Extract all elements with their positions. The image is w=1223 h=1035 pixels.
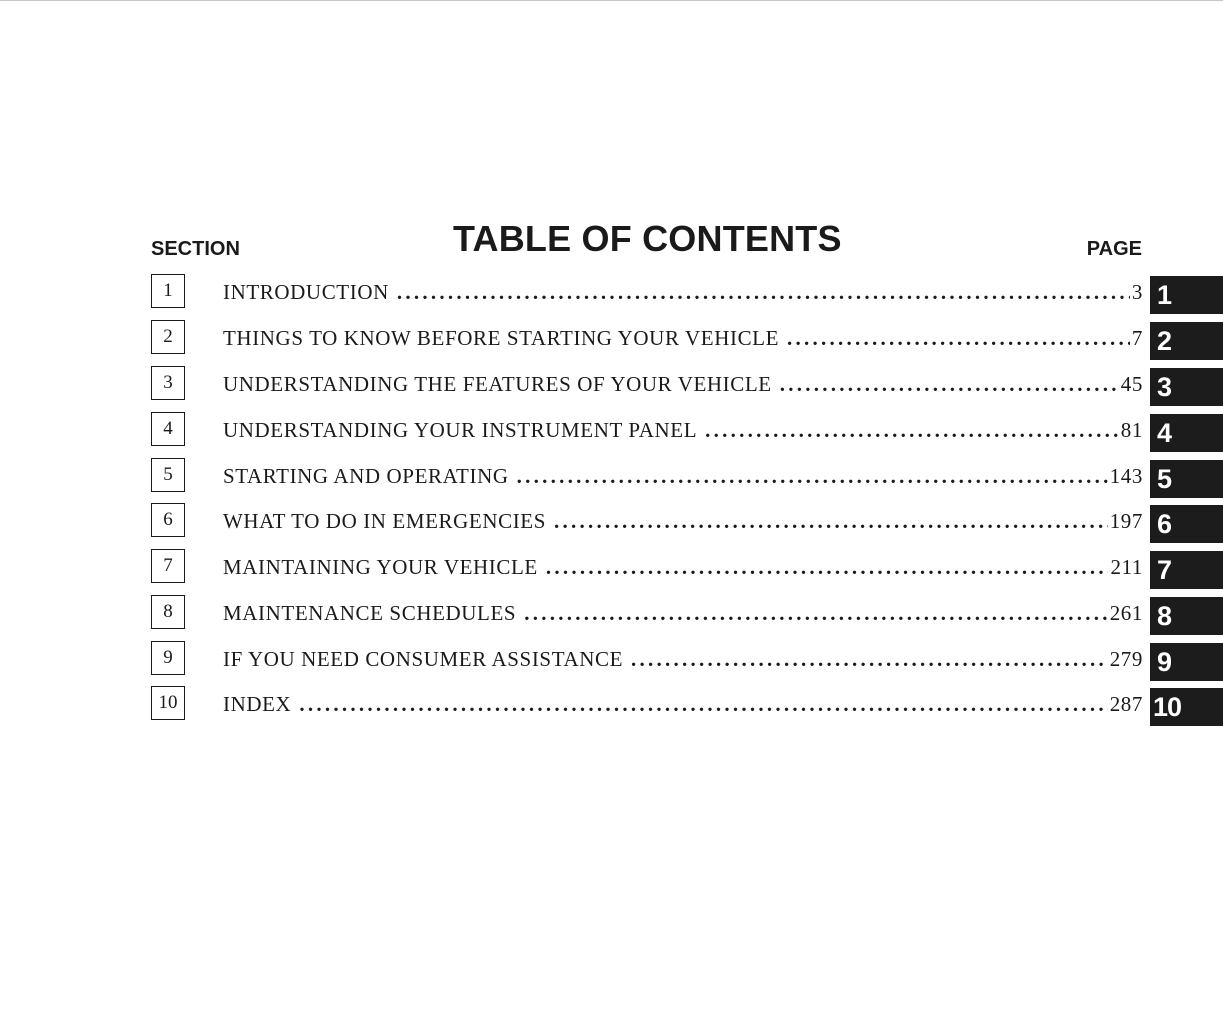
toc-entry-title[interactable]: WHAT TO DO IN EMERGENCIES xyxy=(223,509,546,533)
toc-entry-page[interactable]: 7 xyxy=(1131,326,1143,350)
toc-row-3[interactable] xyxy=(151,366,1223,403)
toc-entry[interactable] xyxy=(223,462,1143,490)
section-number-box: 8 xyxy=(151,595,185,629)
toc-entry-title[interactable]: UNDERSTANDING THE FEATURES OF YOUR VEHICLE xyxy=(223,372,772,396)
toc-entry[interactable] xyxy=(223,553,1143,581)
dot-leader xyxy=(554,507,1108,535)
dot-leader xyxy=(780,370,1119,398)
toc-entry[interactable] xyxy=(223,278,1143,306)
toc-entry[interactable] xyxy=(223,690,1143,718)
toc-entry-page[interactable]: 211 xyxy=(1110,555,1143,579)
page-top-rule xyxy=(0,0,1223,1)
toc-row-6[interactable] xyxy=(151,503,1223,540)
dot-leader xyxy=(299,690,1107,718)
dot-leader xyxy=(397,278,1130,306)
toc-entry-page[interactable]: 81 xyxy=(1120,418,1143,442)
section-number-box: 3 xyxy=(151,366,185,400)
toc-entry[interactable] xyxy=(223,370,1143,398)
section-number-box: 5 xyxy=(151,458,185,492)
section-tab-marker[interactable]: 2 xyxy=(1150,322,1223,360)
toc-row-4[interactable] xyxy=(151,412,1223,449)
dot-leader xyxy=(631,645,1108,673)
toc-entry-page[interactable]: 197 xyxy=(1109,509,1143,533)
section-tab-marker[interactable]: 5 xyxy=(1150,460,1223,498)
toc-entry-page[interactable]: 287 xyxy=(1109,692,1143,716)
section-number-box: 7 xyxy=(151,549,185,583)
toc-row-5[interactable] xyxy=(151,458,1223,495)
toc-entry-page[interactable]: 3 xyxy=(1131,280,1143,304)
toc-row-8[interactable] xyxy=(151,595,1223,632)
section-number-box: 4 xyxy=(151,412,185,446)
section-number-box: 1 xyxy=(151,274,185,308)
dot-leader xyxy=(787,324,1130,352)
toc-entry[interactable] xyxy=(223,645,1143,673)
section-tab-marker[interactable]: 7 xyxy=(1150,551,1223,589)
section-tab-marker[interactable]: 9 xyxy=(1150,643,1223,681)
toc-entry-page[interactable]: 279 xyxy=(1109,647,1143,671)
toc-entry-title[interactable]: UNDERSTANDING YOUR INSTRUMENT PANEL xyxy=(223,418,698,442)
section-tab-marker[interactable]: 10 xyxy=(1150,688,1223,726)
toc-entry-title[interactable]: STARTING AND OPERATING xyxy=(223,464,509,488)
dot-leader xyxy=(546,553,1109,581)
dot-leader xyxy=(705,416,1119,444)
toc-row-9[interactable] xyxy=(151,641,1223,678)
page-column-label: PAGE xyxy=(1086,238,1142,260)
toc-row-7[interactable] xyxy=(151,549,1223,586)
toc-entry-title[interactable]: THINGS TO KNOW BEFORE STARTING YOUR VEHICLE xyxy=(223,326,780,350)
toc-entry[interactable] xyxy=(223,416,1143,444)
section-column-label: SECTION xyxy=(151,238,240,260)
section-number-box: 10 xyxy=(151,686,185,720)
dot-leader xyxy=(524,599,1108,627)
section-tab-marker[interactable]: 6 xyxy=(1150,505,1223,543)
toc-row-1[interactable] xyxy=(151,274,1223,311)
toc-row-2[interactable] xyxy=(151,320,1223,357)
toc-entry-page[interactable]: 143 xyxy=(1109,464,1143,488)
section-tab-marker[interactable]: 3 xyxy=(1150,368,1223,406)
toc-entry-title[interactable]: IF YOU NEED CONSUMER ASSISTANCE xyxy=(223,647,624,671)
toc-entry-title[interactable]: INDEX xyxy=(223,692,292,716)
section-tab-marker[interactable]: 8 xyxy=(1150,597,1223,635)
toc-entry[interactable] xyxy=(223,324,1143,352)
section-number-box: 2 xyxy=(151,320,185,354)
toc-entry[interactable] xyxy=(223,599,1143,627)
toc-entry-title[interactable]: MAINTENANCE SCHEDULES xyxy=(223,601,517,625)
section-number-box: 9 xyxy=(151,641,185,675)
toc-entry-page[interactable]: 261 xyxy=(1109,601,1143,625)
section-tab-marker[interactable]: 1 xyxy=(1150,276,1223,314)
toc-entry-title[interactable]: MAINTAINING YOUR VEHICLE xyxy=(223,555,538,579)
toc-entry-page[interactable]: 45 xyxy=(1120,372,1143,396)
toc-entry-title[interactable]: INTRODUCTION xyxy=(223,280,389,304)
section-number-box: 6 xyxy=(151,503,185,537)
dot-leader xyxy=(517,462,1108,490)
toc-row-10[interactable] xyxy=(151,686,1223,723)
toc-entry[interactable] xyxy=(223,507,1143,535)
page-title: TABLE OF CONTENTS xyxy=(453,218,842,259)
section-tab-marker[interactable]: 4 xyxy=(1150,414,1223,452)
